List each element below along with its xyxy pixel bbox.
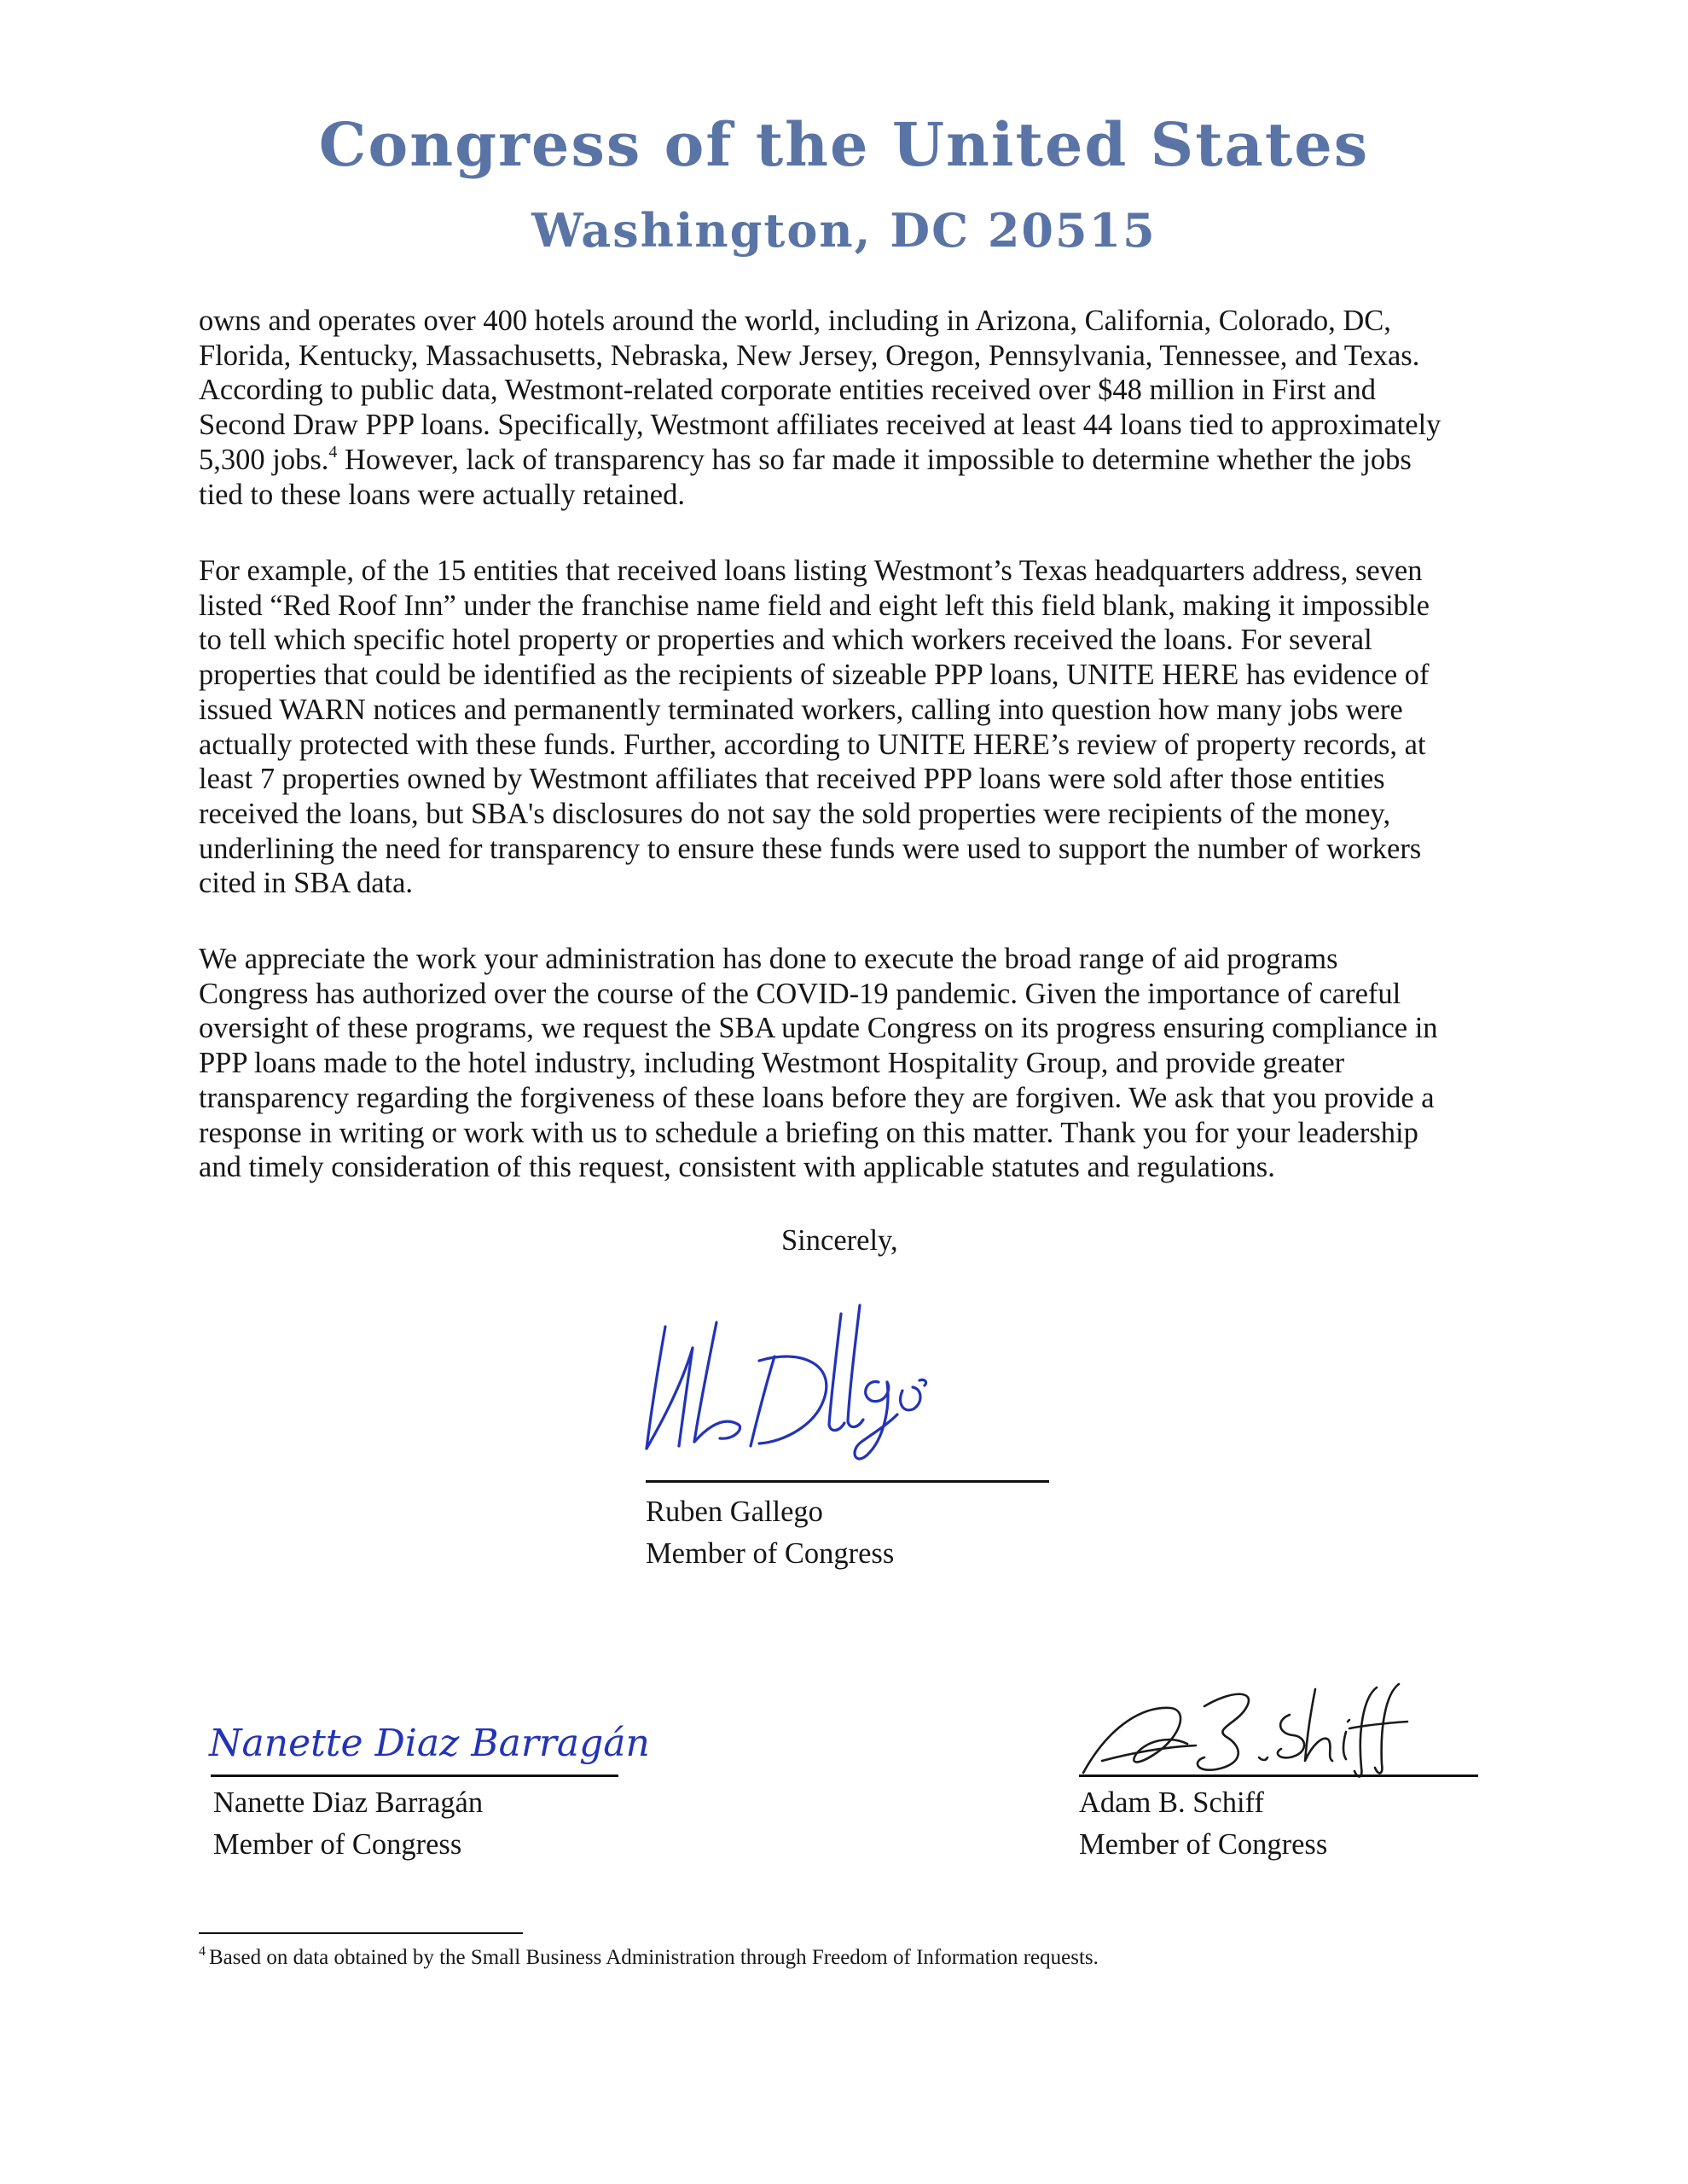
paragraph-line: oversight of these programs, we request the SBA update Congress on its progress ensuring compliance in [199,1012,1438,1045]
paragraph-line: For example, of the 15 entities that received loans listing Westmont’s Texas headquarters address, seven [199,555,1423,587]
paragraph-line: listed “Red Roof Inn” under the franchise name field and eight left this field blank, making it impossible [199,589,1430,622]
paragraph-2 [199,554,1495,901]
paragraph-line: Second Draw PPP loans. Specifically, Westmont affiliates received at least 44 loans tied to approximately [199,409,1441,442]
paragraph-line: Congress has authorized over the course of the COVID-19 pandemic. Given the importance of careful [199,977,1401,1010]
paragraph-line: to tell which specific hotel property or properties and which workers received the loans. For several [199,624,1372,657]
signature-adam-schiff [1076,1672,1418,1783]
paragraph-line: PPP loans made to the hotel industry, including Westmont Hospitality Group, and provide greater [199,1047,1345,1080]
paragraph-line: tied to these loans were actually retained. [199,478,685,511]
paragraph-line: issued WARN notices and permanently terminated workers, calling into question how many jobs were [199,693,1403,726]
paragraph-line: Florida, Kentucky, Massachusetts, Nebraska, New Jersey, Oregon, Pennsylvania, Tennessee, and Texas. [199,339,1420,372]
paragraph-line-start: 5,300 jobs. [199,443,329,476]
paragraph-line: received the loans, but SBA's disclosures do not say the sold properties were recipients of the money, [199,797,1391,830]
signature-line-barragan [211,1774,618,1777]
paragraph-3 [199,942,1495,1185]
paragraph-line-end: However, lack of transparency has so far made it impossible to determine whether the jobs [337,443,1412,476]
signature-line-schiff [1079,1774,1478,1777]
signer-title-barragan: Member of Congress [213,1828,462,1861]
paragraph-line: transparency regarding the forgiveness of these loans before they are forgiven. We ask that you provide a [199,1081,1435,1114]
paragraph-line: and timely consideration of this request, consistent with applicable statutes and regulations. [199,1151,1275,1184]
paragraph-line: properties that could be identified as the recipients of sizeable PPP loans, UNITE HERE has evidence of [199,659,1430,692]
paragraph-line: cited in SBA data. [199,867,414,900]
letterhead-title: Congress of the United States [318,109,1370,180]
letterhead-address: Washington, DC 20515 [531,203,1157,258]
signer-title-gallego: Member of Congress [646,1537,895,1570]
paragraph-1 [199,304,1495,512]
signature-ruben-gallego [631,1297,989,1467]
signature-line-gallego [646,1480,1049,1483]
paragraph-line: least 7 properties owned by Westmont affiliates that received PPP loans were sold after those entities [199,763,1385,796]
footnote-text: Based on data obtained by the Small Business Administration through Freedom of Information requests. [209,1946,1099,1969]
paragraph-line: owns and operates over 400 hotels around the world, including in Arizona, California, Colorado, DC, [199,305,1391,337]
paragraph-line: actually protected with these funds. Further, according to UNITE HERE’s review of property records, at [199,728,1426,761]
footnote-reference: 4 [328,442,338,462]
signature-nanette-diaz-barragan: Nanette Diaz Barragán [209,1722,650,1765]
paragraph-line: underlining the need for transparency to ensure these funds were used to support the number of workers [199,832,1422,865]
footnote [199,1945,1099,1971]
paragraph-line: We appreciate the work your administration has done to execute the broad range of aid programs [199,943,1338,975]
signer-title-schiff: Member of Congress [1079,1828,1328,1861]
signer-name-schiff: Adam B. Schiff [1079,1786,1264,1819]
signer-name-barragan: Nanette Diaz Barragán [213,1786,484,1819]
paragraph-line [199,443,1495,478]
paragraph-line: According to public data, Westmont-related corporate entities received over $48 million in First and [199,374,1377,407]
paragraph-line: response in writing or work with us to schedule a briefing on this matter. Thank you for your leadership [199,1116,1418,1149]
signer-name-gallego: Ruben Gallego [646,1496,823,1528]
footnote-separator [199,1932,523,1934]
footnote-marker: 4 [199,1944,206,1959]
closing: Sincerely, [781,1224,898,1257]
